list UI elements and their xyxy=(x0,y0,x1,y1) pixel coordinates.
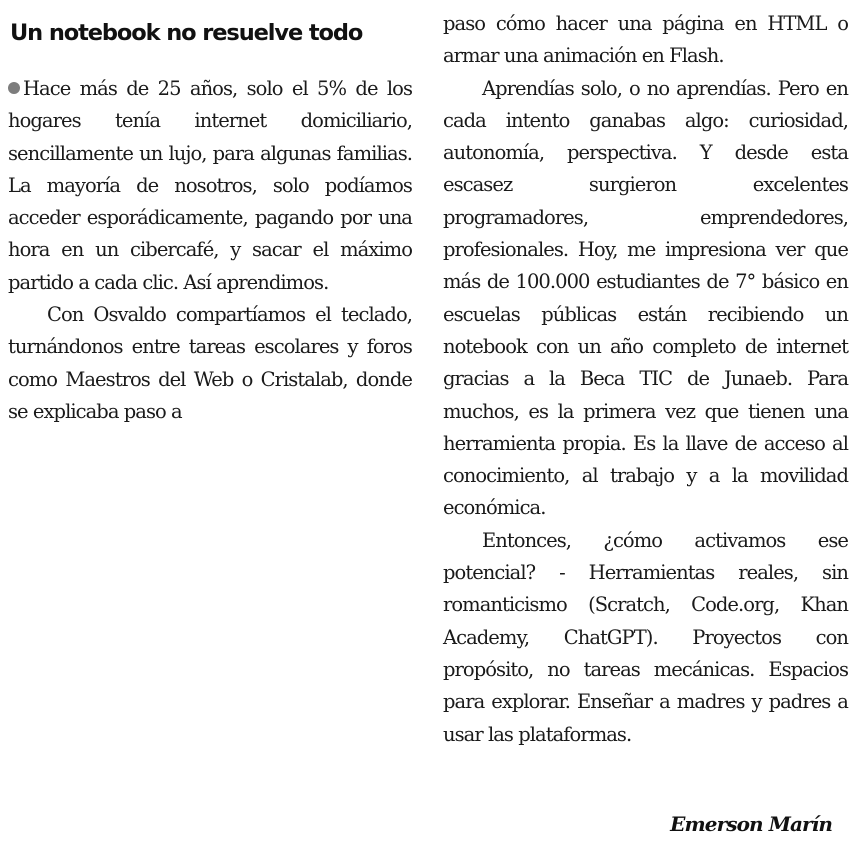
left-column xyxy=(8,73,412,428)
paragraph-2-text-right: paso cómo hacer una página en HTML o armar una animación en Flash. xyxy=(443,12,848,68)
paragraph-4 xyxy=(443,525,848,751)
lead-bullet-icon xyxy=(8,82,20,94)
author-signature: Emerson Marín xyxy=(670,812,832,836)
right-column xyxy=(443,8,848,751)
paragraph-4-text: Entonces, ¿cómo activamos ese potencial? - Herramientas reales, sin romanticismo (Scratch, Code.org, Khan Academy, ChatGPT). Proyectos con propósito, no tareas mecánicas. Espacios para explorar. Enseñar a madres y padres a usar las plataformas. xyxy=(443,528,848,746)
paragraph-2-continued xyxy=(443,8,848,73)
paragraph-3-text: Aprendías solo, o no aprendías. Pero en cada intento ganabas algo: curiosidad, autonomía, perspectiva. Y desde esta escasez surgieron excelentes programadores, emprendedores, profesionales. Hoy, me impresiona ver que más de 100.000 estudiantes de 7° básico en escuelas públicas están recibiendo un notebook con un año completo de internet gracias a la Beca TIC de Junaeb. Para muchos, es la primera vez que tienen una herramienta propia. Es la llave de acceso al conocimiento, al trabajo y a la movilidad económica. xyxy=(443,76,848,520)
paragraph-3 xyxy=(443,73,848,525)
paragraph-2-text-left: Con Osvaldo compartíamos el teclado, turnándonos entre tareas escolares y foros como Maestros del Web o Cristalab, donde se explicaba paso a xyxy=(8,303,412,423)
paragraph-2-start xyxy=(8,299,412,428)
paragraph-1-text: Hace más de 25 años, solo el 5% de los hogares tenía internet domiciliario, sencillamente un lujo, para algunas familias. La mayoría de nosotros, solo podíamos acceder esporádicamente, pagando por una hora en un cibercafé, y sacar el máximo partido a cada clic. Así aprendimos. xyxy=(8,77,412,294)
article-headline: Un notebook no resuelve todo xyxy=(10,20,363,46)
paragraph-1 xyxy=(8,73,412,299)
